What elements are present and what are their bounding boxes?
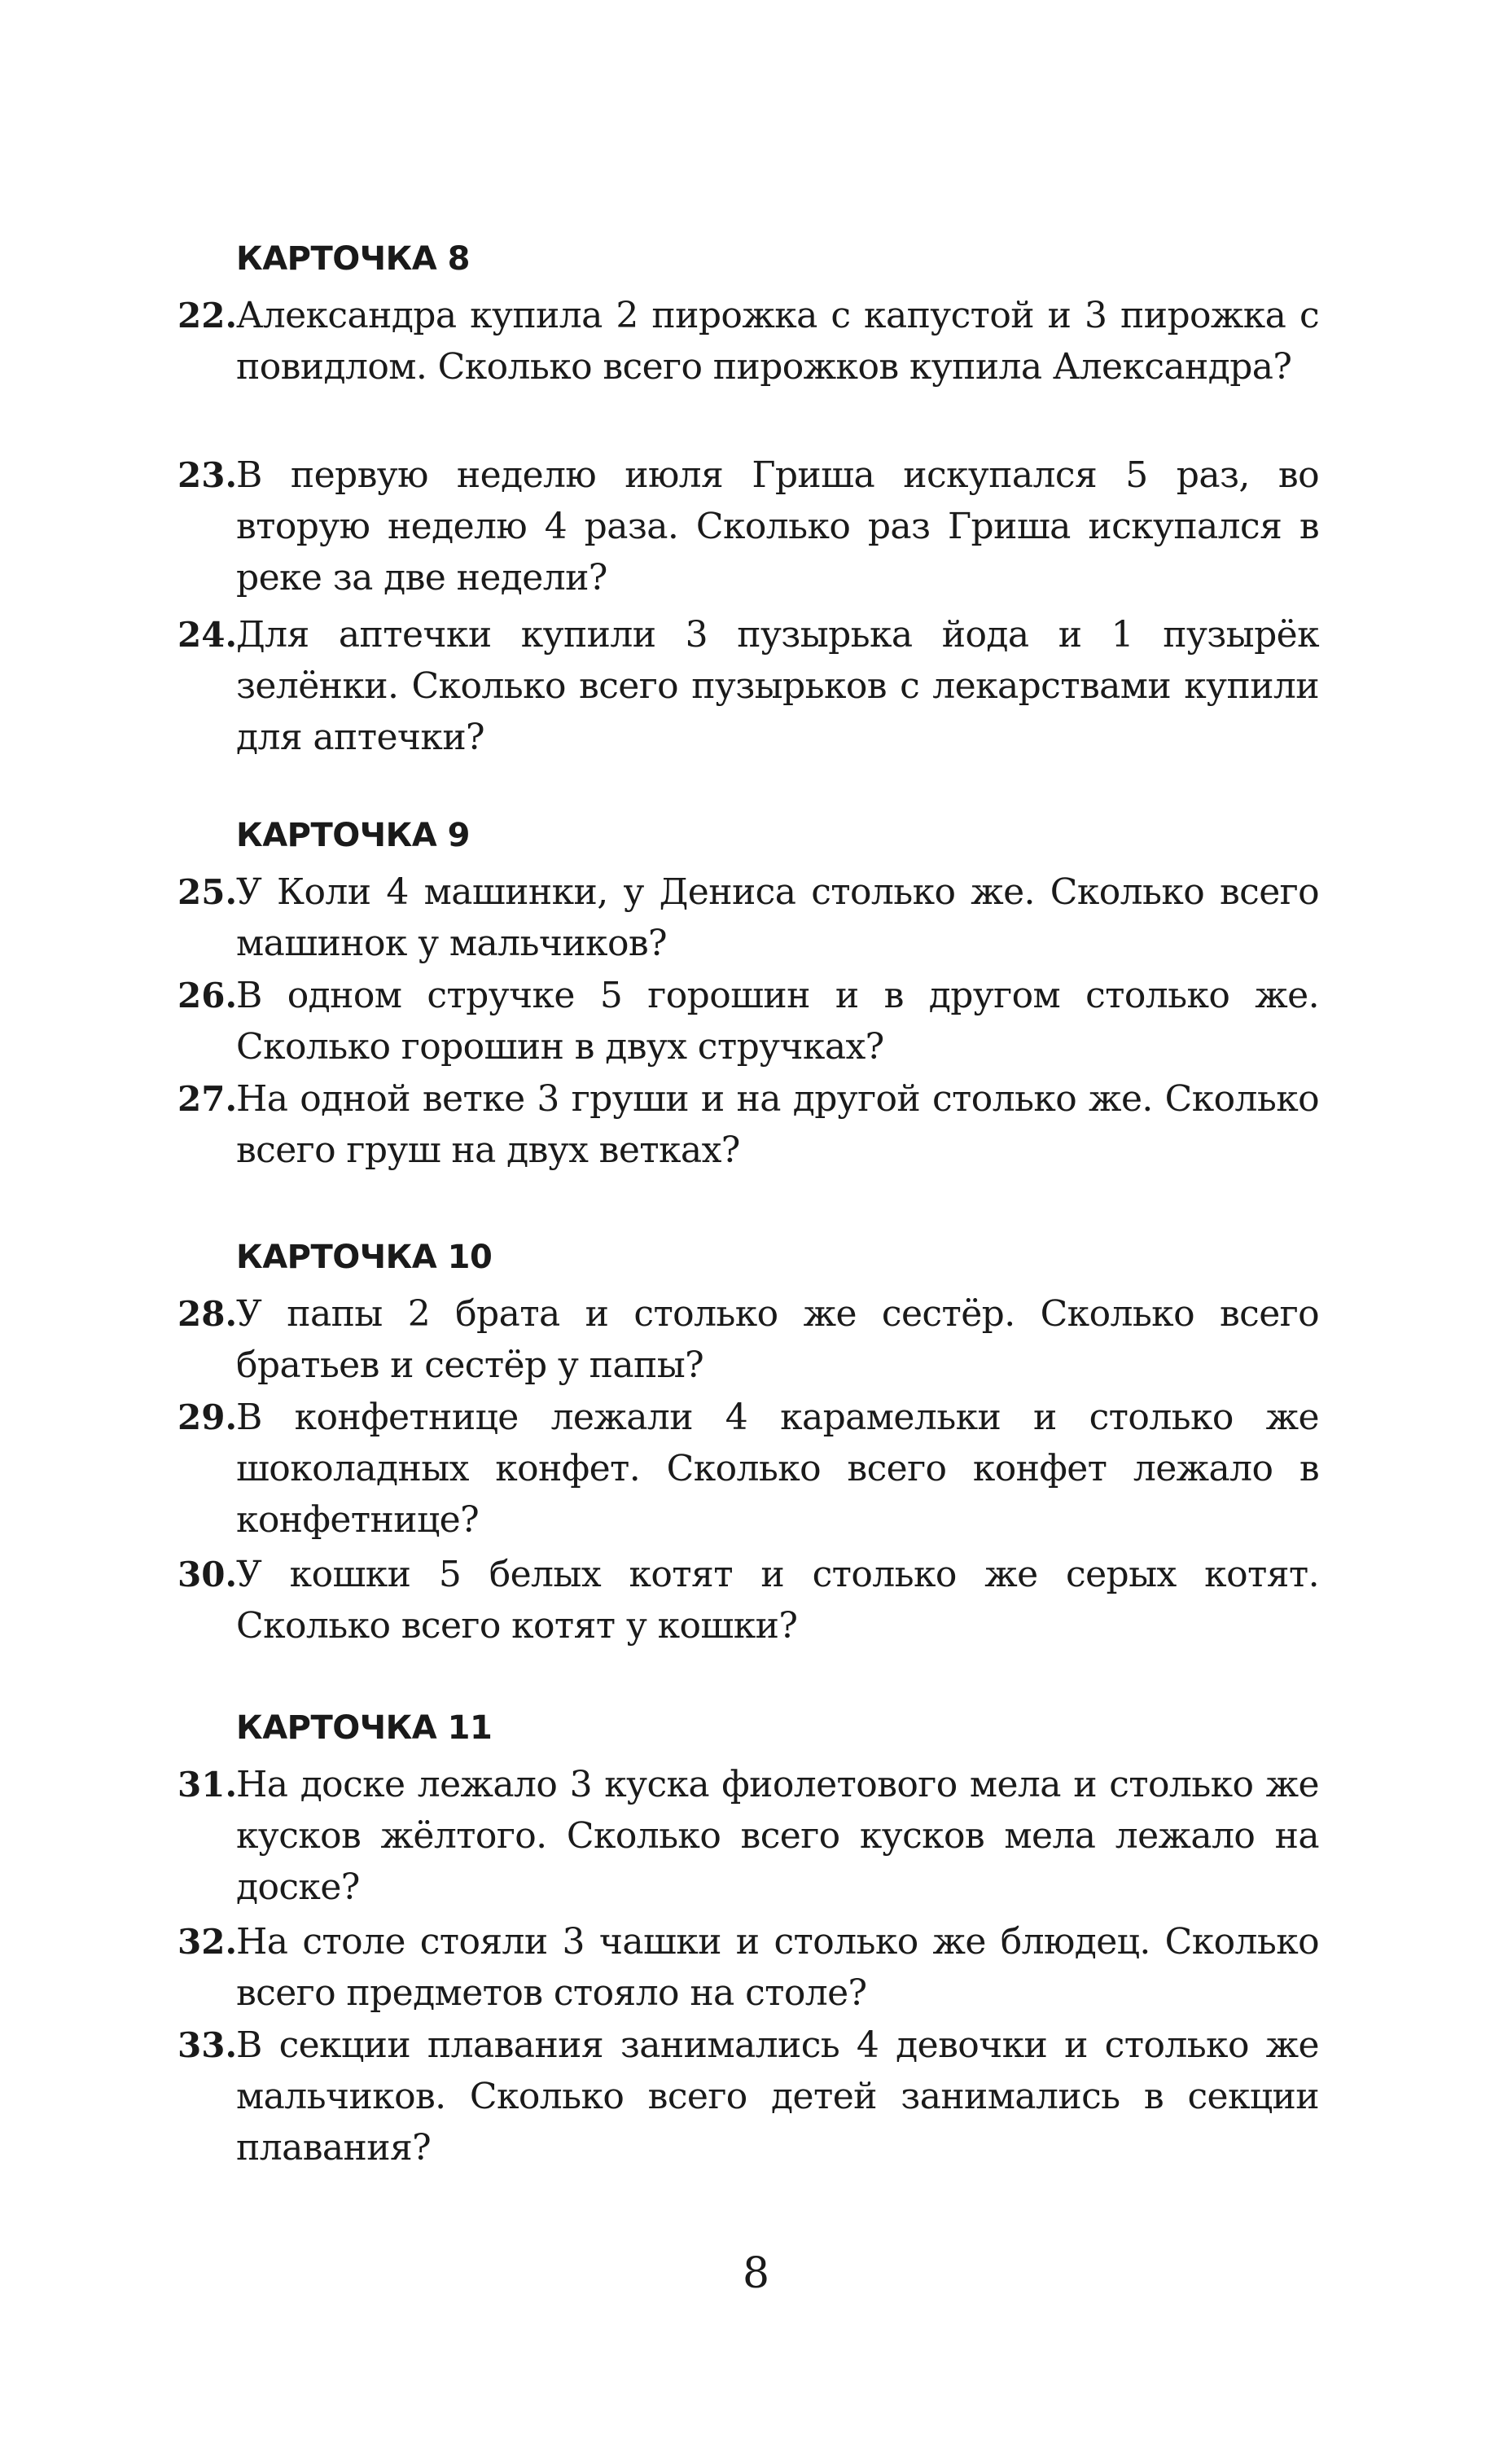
problem-text: У кошки 5 белых котят и столько же серых котят. Сколько всего котят у кошки? <box>236 1554 1319 1647</box>
problem-number: 26. <box>177 976 238 1015</box>
problem-number: 25. <box>177 872 238 912</box>
problem-number: 33. <box>177 2025 238 2065</box>
card-title: КАРТОЧКА 11 <box>236 1709 493 1747</box>
problem-number: 28. <box>177 1294 238 1334</box>
problem-text: В секции плавания занимались 4 девочки и столько же мальчиков. Сколько всего детей занимались в секции плавания? <box>236 2024 1319 2169</box>
problem-number: 23. <box>177 455 238 495</box>
problem-text: Для аптечки купили 3 пузырька йода и 1 пузырёк зелёнки. Сколько всего пузырьков с лекарствами купили для аптечки? <box>236 614 1319 758</box>
problem-text: В первую неделю июля Гриша искупался 5 раз, во вторую неделю 4 раза. Сколько раз Гриша искупался в реке за две недели? <box>236 454 1319 599</box>
problem-text: Александра купила 2 пирожка с капустой и 3 пирожка с повидлом. Сколько всего пирожков купила Александра? <box>236 295 1319 388</box>
problem-text: У Коли 4 машинки, у Дениса столько же. Сколько всего машинок у мальчиков? <box>236 871 1319 964</box>
page-number: 8 <box>742 2249 770 2298</box>
problem-number: 29. <box>177 1397 238 1437</box>
problem-text: В конфетнице лежали 4 карамельки и столько же шоколадных конфет. Сколько всего конфет лежало в конфетнице? <box>236 1397 1319 1541</box>
card-title: КАРТОЧКА 9 <box>236 817 470 854</box>
problem-text: На столе стояли 3 чашки и столько же блюдец. Сколько всего предметов стояло на столе? <box>236 1921 1319 2014</box>
problem-text: В одном стручке 5 горошин и в другом столько же. Сколько горошин в двух стручках? <box>236 975 1319 1068</box>
card-title: КАРТОЧКА 10 <box>236 1239 493 1276</box>
problem-text: На одной ветке 3 груши и на другой столько же. Сколько всего груш на двух ветках? <box>236 1078 1319 1171</box>
problem-number: 30. <box>177 1555 238 1594</box>
problem-text: На доске лежало 3 куска фиолетового мела и столько же кусков жёлтого. Сколько всего кусков мела лежало на доске? <box>236 1764 1319 1908</box>
problem-number: 32. <box>177 1922 238 1962</box>
card-title: КАРТОЧКА 8 <box>236 240 470 278</box>
problem-number: 24. <box>177 615 238 655</box>
problem-number: 22. <box>177 296 238 336</box>
problem-number: 31. <box>177 1765 238 1805</box>
problem-text: У папы 2 брата и столько же сестёр. Сколько всего братьев и сестёр у папы? <box>236 1293 1319 1386</box>
problem-number: 27. <box>177 1079 238 1119</box>
